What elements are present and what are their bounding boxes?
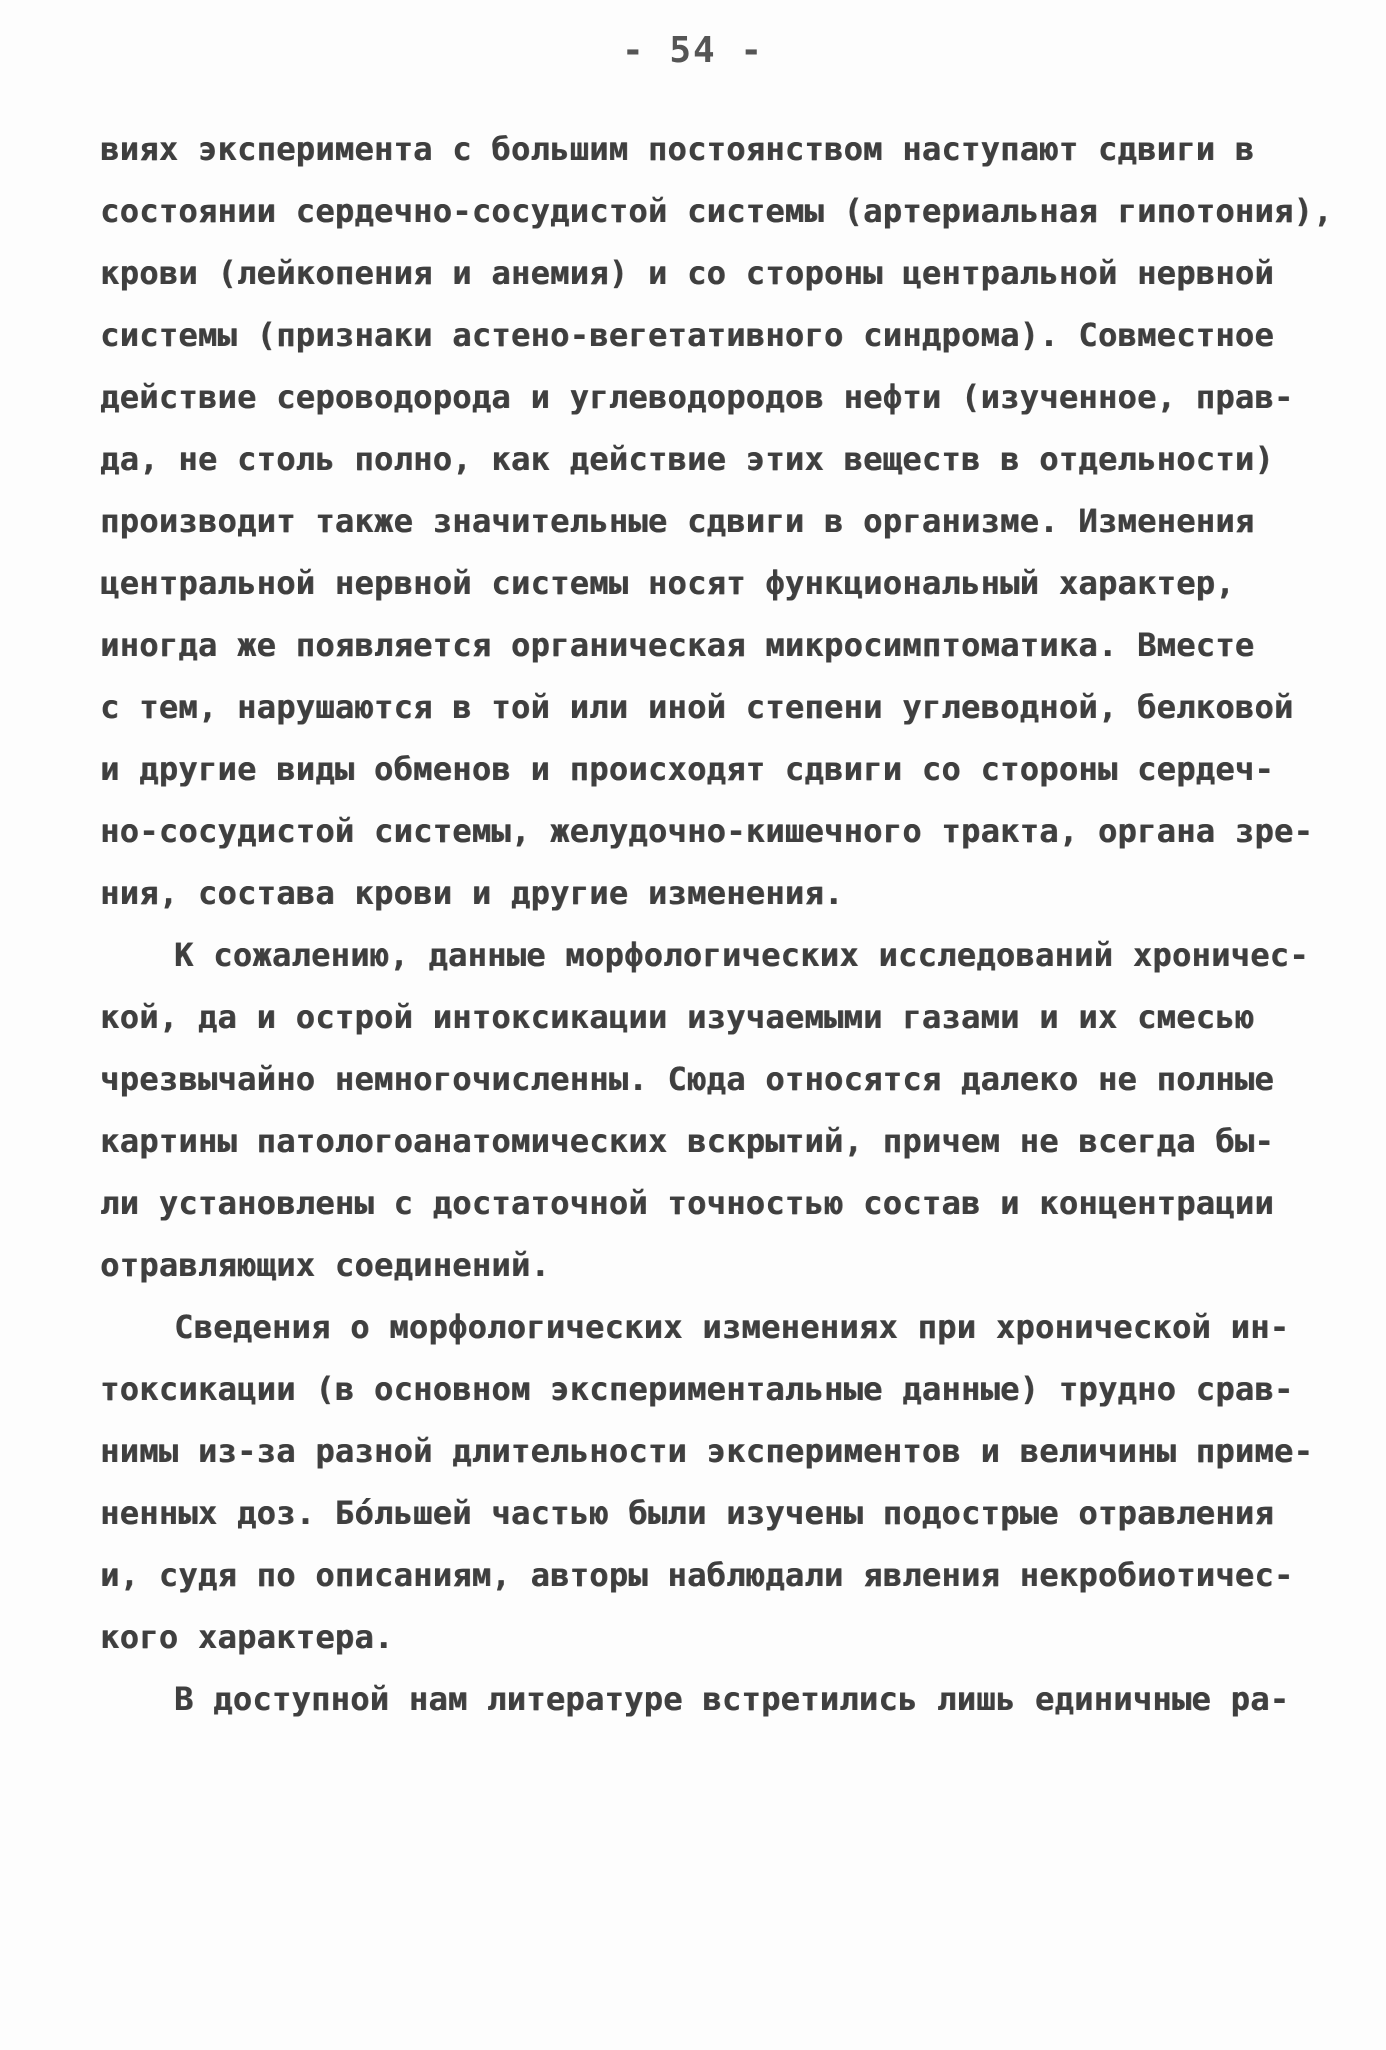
- text-line-21: токсикации (в основном экспериментальные данные) трудно срав-: [100, 1370, 1294, 1408]
- text-line-18: ли установлены с достаточной точностью состав и концентрации: [100, 1184, 1274, 1222]
- text-line-3: крови (лейкопения и анемия) и со стороны центральной нервной: [100, 254, 1274, 292]
- text-line-23: ненных доз. Бо́льшей частью были изучены подострые отравления: [100, 1494, 1274, 1532]
- text-line-2: состоянии сердечно-сосудистой системы (артериальная гипотония),: [100, 192, 1333, 230]
- text-line-6: да, не столь полно, как действие этих веществ в отдельности): [100, 440, 1274, 478]
- text-line-16: чрезвычайно немногочисленны. Сюда относятся далеко не полные: [100, 1060, 1274, 1098]
- text-line-20: Сведения о морфологических изменениях при хронической ин-: [174, 1308, 1290, 1346]
- text-line-12: но-сосудистой системы, желудочно-кишечного тракта, органа зре-: [100, 812, 1314, 850]
- text-line-8: центральной нервной системы носят функциональный характер,: [100, 564, 1235, 602]
- text-line-17: картины патологоанатомических вскрытий, причем не всегда бы-: [100, 1122, 1274, 1160]
- text-line-13: ния, состава крови и другие изменения.: [100, 874, 844, 912]
- text-line-7: производит также значительные сдвиги в организме. Изменения: [100, 502, 1255, 540]
- text-line-4: системы (признаки астено-вегетативного синдрома). Совместное: [100, 316, 1274, 354]
- text-line-26: В доступной нам литературе встретились лишь единичные ра-: [174, 1680, 1290, 1718]
- body-text: [100, 118, 1333, 1730]
- text-line-22: нимы из-за разной длительности экспериментов и величины приме-: [100, 1432, 1314, 1470]
- page-number: - 54 -: [621, 30, 765, 71]
- text-line-15: кой, да и острой интоксикации изучаемыми газами и их смесью: [100, 998, 1255, 1036]
- text-line-19: отравляющих соединений.: [100, 1246, 551, 1284]
- text-line-1: виях эксперимента с большим постоянством наступают сдвиги в: [100, 130, 1255, 168]
- text-line-10: с тем, нарушаются в той или иной степени углеводной, белковой: [100, 688, 1294, 726]
- text-line-24: и, судя по описаниям, авторы наблюдали явления некробиотичес-: [100, 1556, 1294, 1594]
- text-line-14: К сожалению, данные морфологических исследований хроничес-: [174, 936, 1309, 974]
- text-line-25: кого характера.: [100, 1618, 394, 1656]
- text-line-9: иногда же появляется органическая микросимптоматика. Вместе: [100, 626, 1255, 664]
- text-line-11: и другие виды обменов и происходят сдвиги со стороны сердеч-: [100, 750, 1274, 788]
- text-line-5: действие сероводорода и углеводородов нефти (изученное, прав-: [100, 378, 1294, 416]
